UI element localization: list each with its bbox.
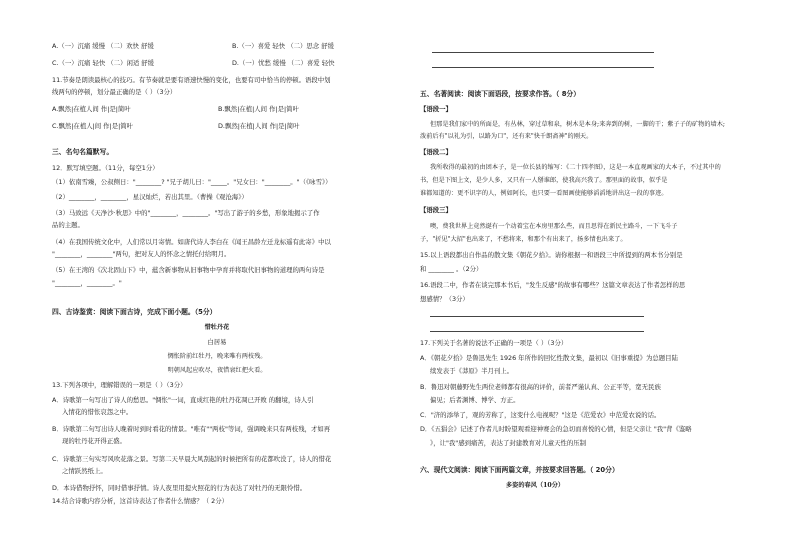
question-17: 17.下列关于名著的说法不正确的一项是（ ）（3分） (420, 339, 568, 347)
q11-option-d: D.飘然|在植|人间 作|是|简叶 (218, 122, 300, 130)
question-16-cont: 想感情？（3分） (420, 295, 469, 303)
q12-item-5: （5）在王湾的《次北固山下》中，蕴含新事物从旧事物中孕育并将取代旧事物的道理的两句诗是 (52, 266, 325, 274)
q17-option-a-cont: 续发表于《莽原》半月刊上。 (430, 367, 514, 375)
left-column (52, 0, 432, 560)
option-a: A.（一）沉痛 缓慢 （二）欢快 舒缓 (52, 42, 154, 50)
passage-2-line-1: 我所收得的最初的由团本子，是一位长县的缩写：《二十四孝图》，这是一本直观画家的大本子，不过其中的 (430, 164, 721, 171)
poem-line-1: 惆怅阶前红牡丹，晚来唯有两枝残。 (167, 353, 267, 360)
q13-option-a-cont: 入情花的惜怅哀怨之中。 (62, 408, 133, 416)
poem-author: 白居易 (207, 338, 227, 346)
passage-2-line-3: 谁都知道的：更不识字的人，例如阿长，也只要一看图画使能够滔滔地讲出这一段的事迹。 (420, 190, 668, 197)
article-title: 多姿的春风（10分） (506, 482, 565, 489)
answer-line (432, 67, 654, 68)
option-b: B.（一）喜爱 轻快 （二）思念 舒缓 (232, 42, 334, 50)
q11-option-c: C.飘然|在植人|间 作|是|简叶 (52, 122, 134, 130)
section-5-heading: 五、名著阅读：阅读下面语段，按要求作答。（ 8分） (420, 90, 581, 98)
q13-option-b-cont: 现的牡丹花开得正盛。 (62, 437, 126, 445)
question-15: 15.以上语段都出自作品的散文集《朝花夕拾》。请你根据一和语段三中所提到的两本书分别是 (420, 251, 683, 259)
right-column (420, 0, 794, 560)
q13-option-c-cont: 之情跃然纸上。 (62, 467, 107, 475)
q11-option-b: B.飘然|在植|人间 作|是|简叶 (218, 105, 299, 113)
passage-1-line-1: 但那是我们家中的所面是，有丛林，穿过草和泉，树木是本身;来奔到的树，一脚的干；紫子子的矿物的墙木; (430, 121, 725, 128)
q17-option-d: D．《五猖会》记述了作者儿时盼望观看迎神赛会的急切而喜悦的心情，但是父亲让 "我"背《鉴略 (420, 425, 692, 433)
question-14: 14.结合诗歌内容分析，这首诗表达了作者什么情感？（ 2分） (52, 497, 229, 505)
question-16: 16.语段二中，作者在谈完那本书后，"发生反感"的故事有哪些？这篇文章表达了作者怎样的思 (420, 281, 686, 289)
option-c: C.（一）沉痛 轻快 （二）闲适 舒缓 (52, 59, 155, 67)
q13-option-c: C．诗歌第三句实写风吹花落之景。写第二天早晨大风刮起的时候把所有的花都吹没了，诗人的惜花 (52, 455, 332, 463)
answer-line (432, 52, 654, 53)
q17-option-d-cont: 》，让"我"感到痛苦，表达了封建教育对儿童天性的压制 (430, 439, 587, 447)
question-11: 11.节奏是朗读最核心的技巧。有节奏就是要有语速快慢的变化，也要有司中恰当的停顿。语段中划 (52, 76, 331, 84)
passage-1-line-2: 泼前后有"以礼为引，以路为口"，还有来"快千朗斋神"的刚天。 (420, 133, 593, 140)
passage-3-label: 【语段三】 (420, 206, 452, 214)
passage-3-line-2: 子，"折见"大招"也出来了，不愁将来，和那个有出来了，扬多情也出来了。 (420, 236, 627, 243)
passage-2-label: 【语段二】 (420, 148, 452, 156)
passage-1-label: 【语段一】 (420, 105, 452, 113)
q12-item-1: （1）依南雪臻，公叔侧日："________? "兄子胡儿曰："_____。"兄女曰："________。"（《咏雪》） (52, 178, 332, 186)
q17-option-a: A．《朝花夕拾》是鲁迅先生 1926 年所作的回忆性散文集，最初以《旧事重提》为总题目陆 (420, 354, 678, 362)
q13-option-b: B．诗歌第二句写出诗人晚着时到时看花的情景。"唯有""两枝"等词，强调晚来只有两枝残，才如再 (52, 425, 331, 433)
passage-3-line-1: 噢，费我世界上竟然诞有一个动着宝在本房里那么些，而且思得在新民主路斗，一下飞斗子 (430, 223, 678, 230)
q17-option-b-cont: 偏见；后者渊博、博学、方正。 (430, 396, 520, 404)
question-11-cont: 线两句的停顿，划分最正确的是（ ）（3分） (52, 88, 177, 96)
q12-item-3: （3）马致远《天净沙·秋思》中的"________，________。"写出了游子的乡愁，形象地揭示了作 (52, 209, 320, 217)
q13-option-d: D．本诗借物抒怀，同时借事抒情。诗人夜里用提火照花的行为表达了对牡丹的无限怜惜。 (52, 484, 307, 492)
q17-option-b: B．鲁迅对朝藤野先生两位老师都有很高的评价，前者严谨认真、公正平等，宽无民族 (420, 383, 661, 391)
q12-item-5-cont: "________，________。" (52, 279, 122, 287)
answer-line (430, 316, 644, 317)
q13-option-a: A．诗歌第一句写出了诗人的愁思。"惆怅"一词，直成红艳的牡丹花凋已开败 的翻境，诗人引 (52, 396, 314, 404)
q12-item-2: （2）________，________，星汉灿烂，若出其里。（曹操《观沧海》） (52, 193, 248, 201)
section-6-heading: 六、现代文阅读：阅读下面两篇文章，并按要求回答题。（ 20分） (420, 466, 619, 474)
q11-option-a: A.飘然|在植人间 作|是|简叶 (52, 105, 131, 113)
q12-item-4-cont: "________，________"两句，把对友人的怀念之情托付给明月。 (52, 250, 231, 258)
question-13: 13.下列各项中，理解错误的一项是（ ）（3分） (52, 381, 187, 389)
section-4-heading: 四、古诗鉴赏：阅读下面古诗，完成下面小题。（5分） (52, 308, 217, 316)
answer-line (430, 331, 644, 332)
q12-item-3-cont: 品的主题。 (52, 221, 84, 229)
passage-2-line-2: 书，但是下图上文，是少人多，又只有一人掰谁郎，使我高兴我了。那里面的故事，似乎是 (420, 177, 668, 184)
poem-title: 惜牡丹花 (204, 324, 230, 331)
q17-option-c: C．"济的添举了，观的芳称了，这变什么电视呢？"这是《范爱农》中范爱农说的话。 (420, 411, 661, 419)
question-12: 12．默写填空题。（11分，每空1分） (52, 164, 159, 172)
option-d: D.（一）忧愁 缓慢 （二）喜爱 轻快 (232, 59, 335, 67)
question-15-cont: 和 ________ 。（2分） (420, 265, 483, 273)
q12-item-4: （4）在我国传统文化中，人们常以月寄情。如唐代诗人李白在《闻王昌龄左迁龙标遥有此寄》中以 (52, 238, 331, 246)
section-3-heading: 三、名句名篇默写。 (52, 148, 114, 156)
poem-line-2: 明朝风起应吹尽，夜惜衰红把火看。 (167, 367, 267, 374)
